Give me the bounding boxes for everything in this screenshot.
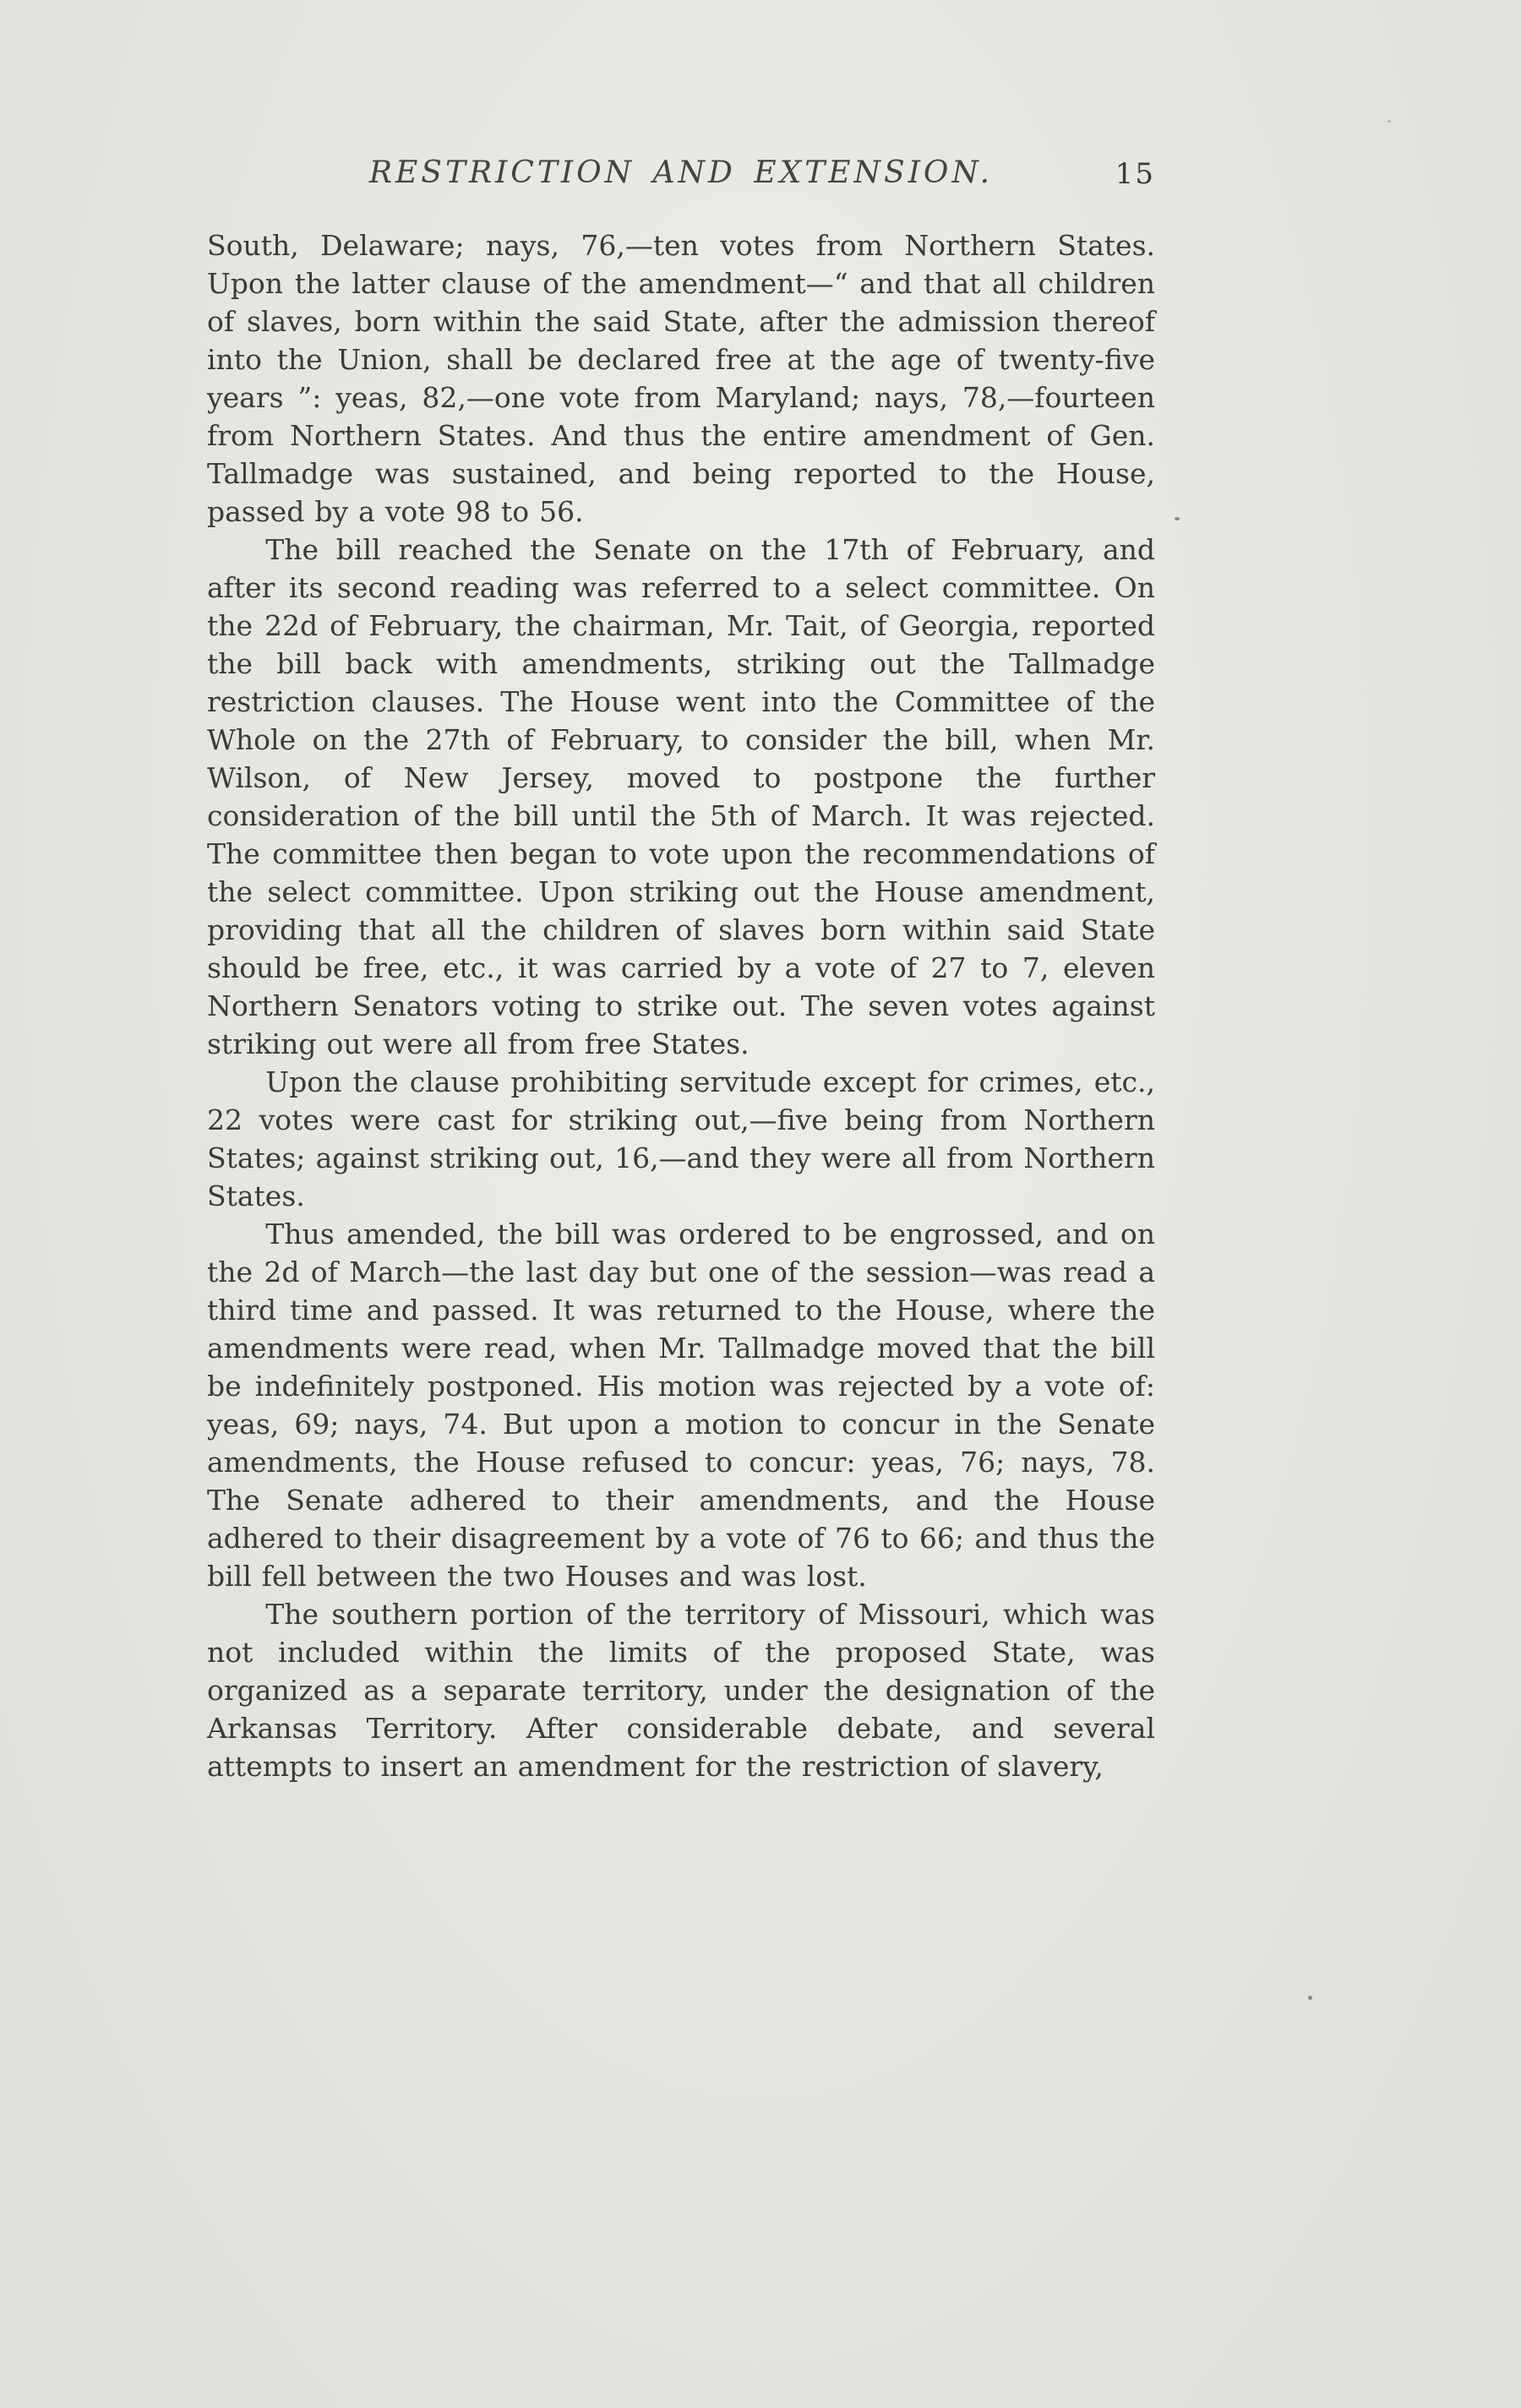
page-number: 15 [1115,157,1155,191]
paragraph: Upon the clause prohibiting servitude except for crimes, etc., 22 votes were cast for striking out,—five being from Northern States; against striking out, 16,—and they were all from Northern States. [207,1065,1155,1212]
scan-speck [1308,1996,1312,2000]
paragraph: Thus amended, the bill was ordered to be engrossed, and on the 2d of March—the last day but one of the session—was read a third time and passed. It was returned to the House, where the amendments were read, when Mr. Tallmadge moved that the bill be indefinitely postponed. His motion was rejected by a vote of: yeas, 69; nays, 74. But upon a motion to concur in the Senate amendments, the House refused to concur: yeas, 76; nays, 78. The Senate adhered to their amendments, and the House adhered to their disagreement by a vote of 76 to 66; and thus the bill fell between the two Houses and was lost. [207,1218,1155,1593]
scan-speck [1387,120,1391,123]
paragraph: South, Delaware; nays, 76,—ten votes from Northern States. Upon the latter clause of the amendment—“ and that all children of slaves, born within the said State, after the admission thereof into the Union, shall be declared free at the age of twenty-five years ”: yeas, 82,—one vote from Maryland; nays, 78,—fourteen from Northern States. And thus the entire amendment of Gen. Tallmadge was sustained, and being reported to the House, passed by a vote 98 to 56. [207,229,1155,528]
scan-speck [1175,517,1180,520]
running-title: RESTRICTION AND EXTENSION. [368,155,994,190]
body-text [207,226,1155,1785]
paragraph: The bill reached the Senate on the 17th of February, and after its second reading was referred to a select committee. On the 22d of February, the chairman, Mr. Tait, of Georgia, reported the bill back with amendments, striking out the Tallmadge restriction clauses. The House went into the Committee of the Whole on the 27th of February, to consider the bill, when Mr. Wilson, of New Jersey, moved to postpone the further consideration of the bill until the 5th of March. It was rejected. The committee then began to vote upon the recommendations of the select committee. Upon striking out the House amendment, providing that all the children of slaves born within said State should be free, etc., it was carried by a vote of 27 to 7, eleven Northern Senators voting to strike out. The seven votes against striking out were all from free States. [207,533,1155,1060]
paragraph: The southern portion of the territory of Missouri, which was not included within the limits of the proposed State, was organized as a separate territory, under the designation of the Arkansas Territory. After considerable debate, and several attempts to insert an amendment for the restriction of slavery, [207,1598,1155,1783]
page-header [207,155,1155,198]
